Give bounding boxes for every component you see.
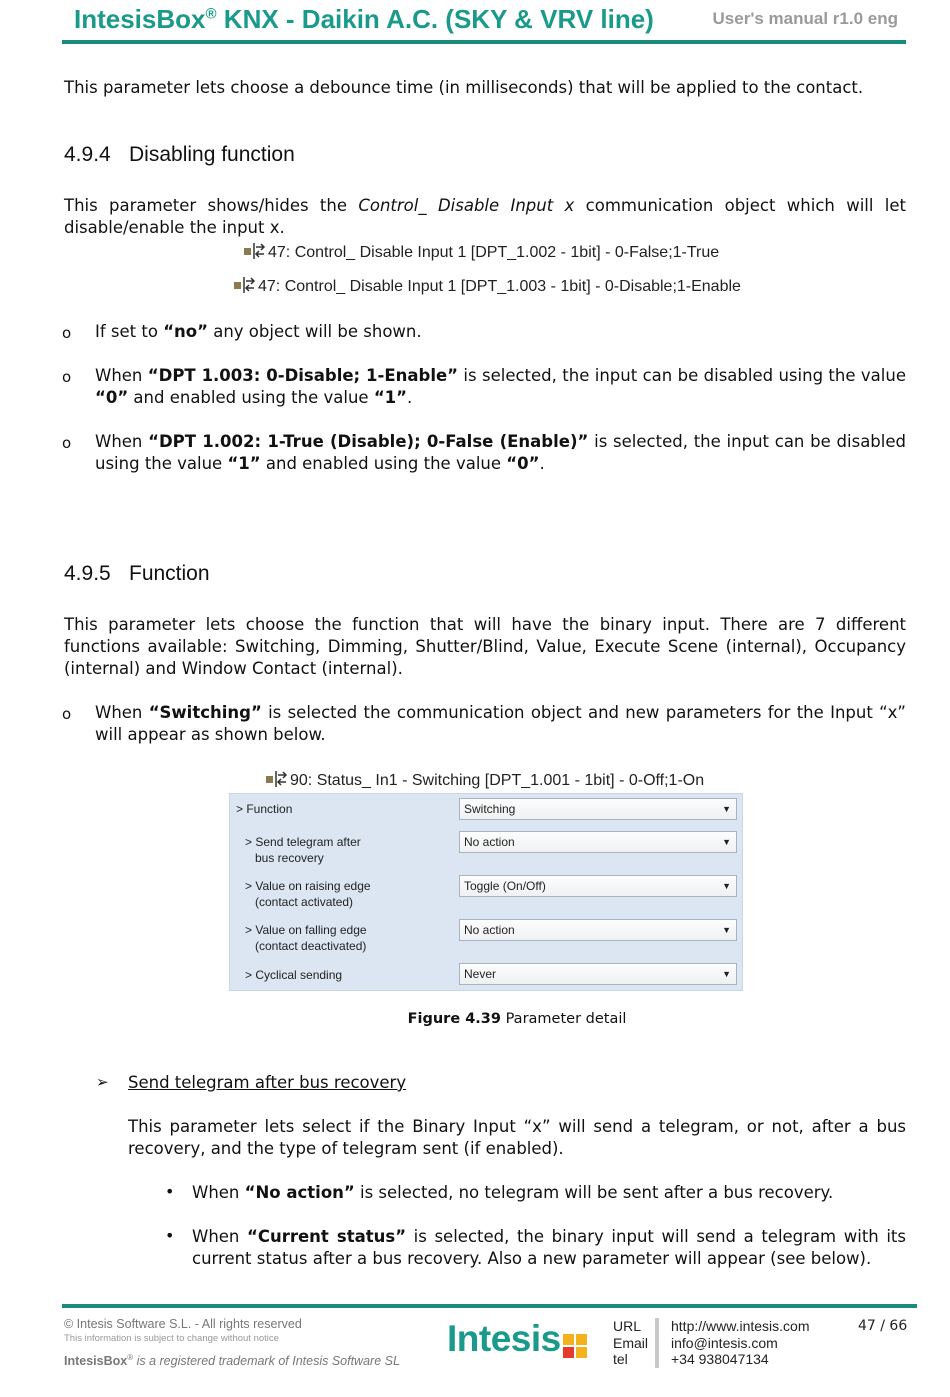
raising-edge-select[interactable]: Toggle (On/Off) ▼ [459, 875, 737, 897]
footer-divider [655, 1318, 659, 1368]
subsection-paragraph: This parameter lets select if the Binary Input “x” will send a telegram, or not, after a bus recovery, and the type of telegram sent (if enabled). [128, 1117, 906, 1158]
section-heading-495: 4.9.5 Function [64, 562, 210, 585]
function-select[interactable]: Switching ▼ [459, 798, 737, 820]
website-link[interactable]: http://www.intesis.com [671, 1318, 810, 1334]
param-label-function: > Function [236, 802, 293, 816]
comm-object-icon [266, 770, 288, 788]
dropdown-arrow-icon: ▼ [722, 837, 731, 847]
dropdown-arrow-icon: ▼ [722, 804, 731, 814]
intesis-logo: Intesis [447, 1318, 561, 1359]
param-label-cyclical: > Cyclical sending [245, 968, 343, 982]
dot-bullet: • [165, 1226, 175, 1245]
dropdown-arrow-icon: ▼ [722, 925, 731, 935]
subsection-item: When “No action” is selected, no telegram will be sent after a bus recovery. [192, 1183, 834, 1202]
header-rule [62, 40, 906, 44]
bullet-item: When “DPT 1.002: 1-True (Disable); 0-False (Enable)” is selected, the input can be disabled using the value “1” and enabled using the value “0”. [95, 432, 906, 473]
param-label-falling-edge: > Value on falling edge (contact deactivated) [245, 923, 367, 953]
parameter-panel [229, 793, 743, 991]
phone-number: +34 938047134 [671, 1351, 769, 1367]
page-number: 47 / 66 [858, 1318, 908, 1334]
document-title: IntesisBox® KNX - Daikin A.C. (SKY & VRV line) [74, 4, 654, 34]
comm-object-icon [234, 276, 256, 294]
param-label-send-telegram: > Send telegram after bus recovery [245, 835, 361, 865]
bullet-item: When “DPT 1.003: 0-Disable; 1-Enable” is selected, the input can be disabled using the value “0” and enabled using the value “1”. [95, 366, 906, 407]
email-link[interactable]: info@intesis.com [671, 1334, 778, 1351]
bullet-marker: o [62, 705, 72, 723]
send-telegram-select[interactable]: No action ▼ [459, 831, 737, 853]
bullet-marker: o [62, 434, 72, 452]
bullet-marker: o [62, 324, 72, 342]
section-heading-494: 4.9.4 Disabling function [64, 143, 295, 166]
contact-labels: URL Email tel [613, 1318, 649, 1367]
comm-object-status: 90: Status_ In1 - Switching [DPT_1.001 - 1bit] - 0-Off;1-On [266, 770, 704, 790]
dot-bullet: • [165, 1182, 175, 1201]
bullet-item: When “Switching” is selected the communication object and new parameters for the Input “x” will appear as shown below. [95, 703, 906, 744]
bullet-item: If set to “no” any object will be shown. [95, 322, 422, 341]
dropdown-arrow-icon: ▼ [722, 969, 731, 979]
bullet-marker: o [62, 368, 72, 386]
intro-paragraph: This parameter lets choose a debounce time (in milliseconds) that will be applied to the contact. [64, 78, 864, 97]
comm-object-disable-1003: 47: Control_ Disable Input 1 [DPT_1.003 - 1bit] - 0-Disable;1-Enable [234, 276, 741, 296]
footer-rule [62, 1304, 917, 1308]
param-label-raising-edge: > Value on raising edge (contact activated) [245, 879, 371, 909]
contact-values [671, 1318, 810, 1368]
cyclical-sending-select[interactable]: Never ▼ [459, 963, 737, 985]
arrow-bullet-icon: ➢ [96, 1073, 109, 1091]
section-494-paragraph: This parameter shows/hides the Control_ Disable Input x communication object which will let disable/enable the input x. [64, 196, 906, 237]
falling-edge-select[interactable]: No action ▼ [459, 919, 737, 941]
dropdown-arrow-icon: ▼ [722, 881, 731, 891]
footer-trademark: IntesisBox® is a registered trademark of Intesis Software SL [64, 1353, 400, 1369]
manual-version: User's manual r1.0 eng [712, 9, 898, 28]
footer-copyright: © Intesis Software S.L. - All rights reserved [64, 1317, 302, 1331]
section-495-paragraph: This parameter lets choose the function that will have the binary input. There are 7 different functions available: Switching, Dimming, Shutter/Blind, Value, Execute Scene (internal), Occupancy (internal) and Window Contact (internal). [64, 615, 906, 678]
comm-object-disable-1002: 47: Control_ Disable Input 1 [DPT_1.002 - 1bit] - 0-False;1-True [244, 242, 719, 262]
comm-object-icon [244, 242, 266, 260]
subsection-item: When “Current status” is selected, the binary input will send a telegram with its current status after a bus recovery. Also a new parameter will appear (see below). [192, 1227, 906, 1268]
figure-caption: Figure 4.39 Parameter detail [407, 1011, 627, 1027]
footer-notice: This information is subject to change without notice [64, 1333, 279, 1344]
logo-mark-icon [563, 1334, 591, 1360]
subsection-title: Send telegram after bus recovery [128, 1073, 407, 1092]
